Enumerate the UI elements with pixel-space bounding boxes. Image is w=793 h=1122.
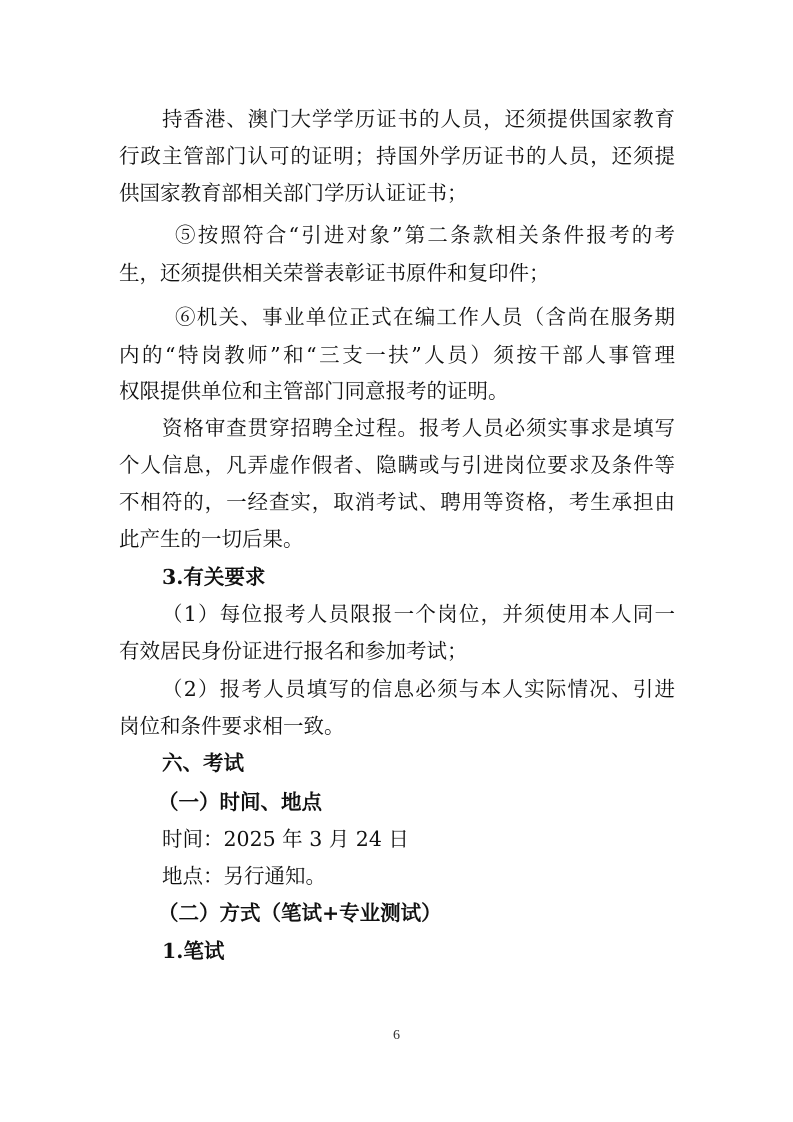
paragraph-line: 权限提供单位和主管部门同意报考的证明。 [119,379,509,403]
subsection-heading: 1.笔试 [162,939,225,963]
paragraph-line: 内的“特岗教师”和“三支一扶”人员）须按干部人事管理 [119,343,675,367]
section-heading: 六、考试 [162,751,244,775]
paragraph-line: 不相符的，一经查实，取消考试、聘用等资格，考生承担由 [119,490,675,514]
subsection-heading: （一）时间、地点 [158,790,322,814]
paragraph-line: 生，还须提供相关荣誉表彰证书原件和复印件； [119,261,550,285]
paragraph-line: 时间：2025 年 3 月 24 日 [162,827,409,851]
paragraph-line: 此产生的一切后果。 [119,527,304,551]
subsection-heading: （二）方式（笔试+专业测试） [158,901,442,925]
paragraph-line: 地点：另行通知。 [162,864,326,888]
paragraph-line: 行政主管部门认可的证明；持国外学历证书的人员，还须提 [119,144,675,168]
paragraph-line: 有效居民身份证进行报名和参加考试； [119,639,468,663]
paragraph-line: ⑤按照符合“引进对象”第二条款相关条件报考的考 [175,223,675,247]
paragraph-line: （2）报考人员填写的信息必须与本人实际情况、引进 [162,677,675,701]
section-heading: 3.有关要求 [162,565,266,589]
paragraph-line: 个人信息，凡弄虚作假者、隐瞒或与引进岗位要求及条件等 [119,453,675,477]
paragraph-line: 岗位和条件要求相一致。 [119,714,345,738]
paragraph-line: 持香港、澳门大学学历证书的人员，还须提供国家教育 [162,107,675,131]
paragraph-line: 资格审查贯穿招聘全过程。报考人员必须实事求是填写 [162,416,675,440]
paragraph-line: 供国家教育部相关部门学历认证证书； [119,181,468,205]
page-number: 6 [393,1028,400,1043]
paragraph-line: （1）每位报考人员限报一个岗位，并须使用本人同一 [162,602,675,626]
paragraph-line: ⑥机关、事业单位正式在编工作人员（含尚在服务期 [175,305,675,329]
